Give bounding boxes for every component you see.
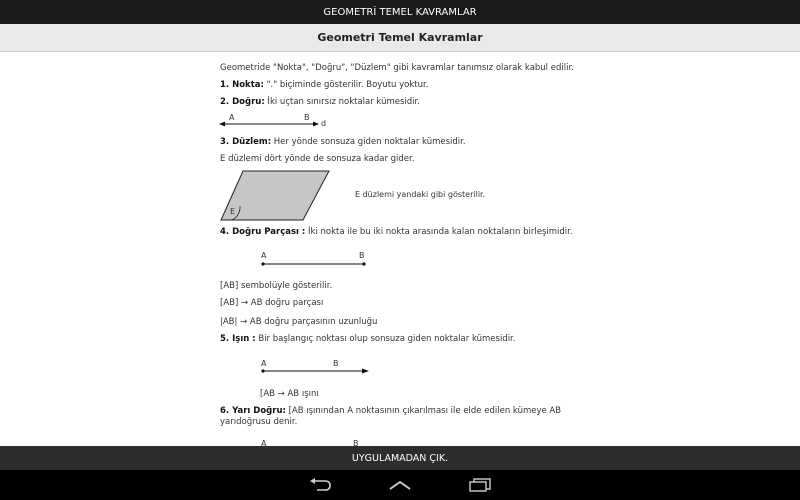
- dogru-label-b: B: [304, 113, 310, 122]
- dogru-parcasi-text: İki nokta ile bu iki nokta arasında kalan noktaların birleşimidir.: [305, 227, 573, 237]
- isin-paragraph: [220, 334, 515, 344]
- intro-text: Geometride "Nokta", "Doğru", "Düzlem" gibi kavramlar tanımsız olarak kabul edilir.: [220, 63, 574, 73]
- exit-app-label: UYGULAMADAN ÇIK.: [351, 452, 449, 464]
- status-bar: [0, 0, 800, 24]
- duzlem-caption: E düzlemi yandaki gibi gösterilir.: [355, 190, 486, 199]
- segment-line-2: [AB] → AB doğru parçası: [220, 298, 324, 308]
- home-button[interactable]: [380, 474, 420, 496]
- duzlem-note: E düzlemi dört yönde de sonsuza kadar gider.: [220, 154, 415, 164]
- dogru-label-a: A: [229, 113, 235, 122]
- segment-label-a: A: [261, 251, 267, 260]
- dogru-text: İki uçtan sınırsız noktalar kümesidir.: [264, 97, 420, 107]
- yari-dogru-title: 6. Yarı Doğru:: [220, 406, 286, 416]
- back-button[interactable]: [300, 474, 340, 496]
- dogru-parcasi-paragraph: [220, 227, 573, 237]
- yari-dogru-text: [AB ışınından A noktasının çıkarılması ile elde edilen kümeye AB: [285, 406, 562, 416]
- duzlem-text: Her yönde sonsuza giden noktalar kümesidir.: [271, 137, 466, 147]
- ray-diagram: [260, 367, 370, 375]
- half-line-label-b: B: [353, 439, 359, 446]
- dogru-label-d: d: [321, 119, 327, 128]
- yari-dogru-text-2: yarıdoğrusu denir.: [220, 417, 298, 427]
- dogru-title: 2. Doğru:: [220, 97, 265, 107]
- plane-diagram: [219, 170, 331, 222]
- plane-label-e: E: [230, 207, 236, 216]
- page-header: [0, 24, 800, 52]
- segment-line-1: [AB] sembolüyle gösterilir.: [220, 281, 333, 291]
- duzlem-paragraph: [220, 137, 466, 147]
- recents-button[interactable]: [460, 474, 500, 496]
- segment-line-3: |AB| → AB doğru parçasının uzunluğu: [220, 317, 378, 327]
- yari-dogru-paragraph: [220, 406, 561, 416]
- content-area[interactable]: [0, 52, 800, 446]
- nokta-paragraph: [220, 80, 428, 90]
- status-bar-title: GEOMETRİ TEMEL KAVRAMLAR: [323, 6, 477, 18]
- isin-title: 5. Işın :: [220, 334, 256, 344]
- half-line-label-a: A: [261, 439, 267, 446]
- segment-diagram: [260, 260, 368, 268]
- ray-label-a: A: [261, 359, 267, 368]
- segment-label-b: B: [359, 251, 365, 260]
- recents-icon: [469, 478, 491, 492]
- duzlem-title: 3. Düzlem:: [220, 137, 272, 147]
- isin-text: Bir başlangıç noktası olup sonsuza giden noktalar kümesidir.: [255, 334, 516, 344]
- dogru-paragraph: [220, 97, 420, 107]
- ray-label-b: B: [333, 359, 339, 368]
- dogru-line-diagram: [219, 120, 319, 128]
- page-title: Geometri Temel Kavramlar: [317, 31, 483, 44]
- dogru-parcasi-title: 4. Doğru Parçası :: [220, 227, 306, 237]
- home-icon: [388, 479, 412, 491]
- navigation-bar: [0, 470, 800, 500]
- ray-notation: [AB → AB ışını: [260, 389, 319, 399]
- back-icon: [309, 478, 331, 492]
- nokta-title: 1. Nokta:: [220, 80, 264, 90]
- nokta-text: "." biçiminde gösterilir. Boyutu yoktur.: [263, 80, 429, 90]
- exit-app-button[interactable]: [0, 446, 800, 470]
